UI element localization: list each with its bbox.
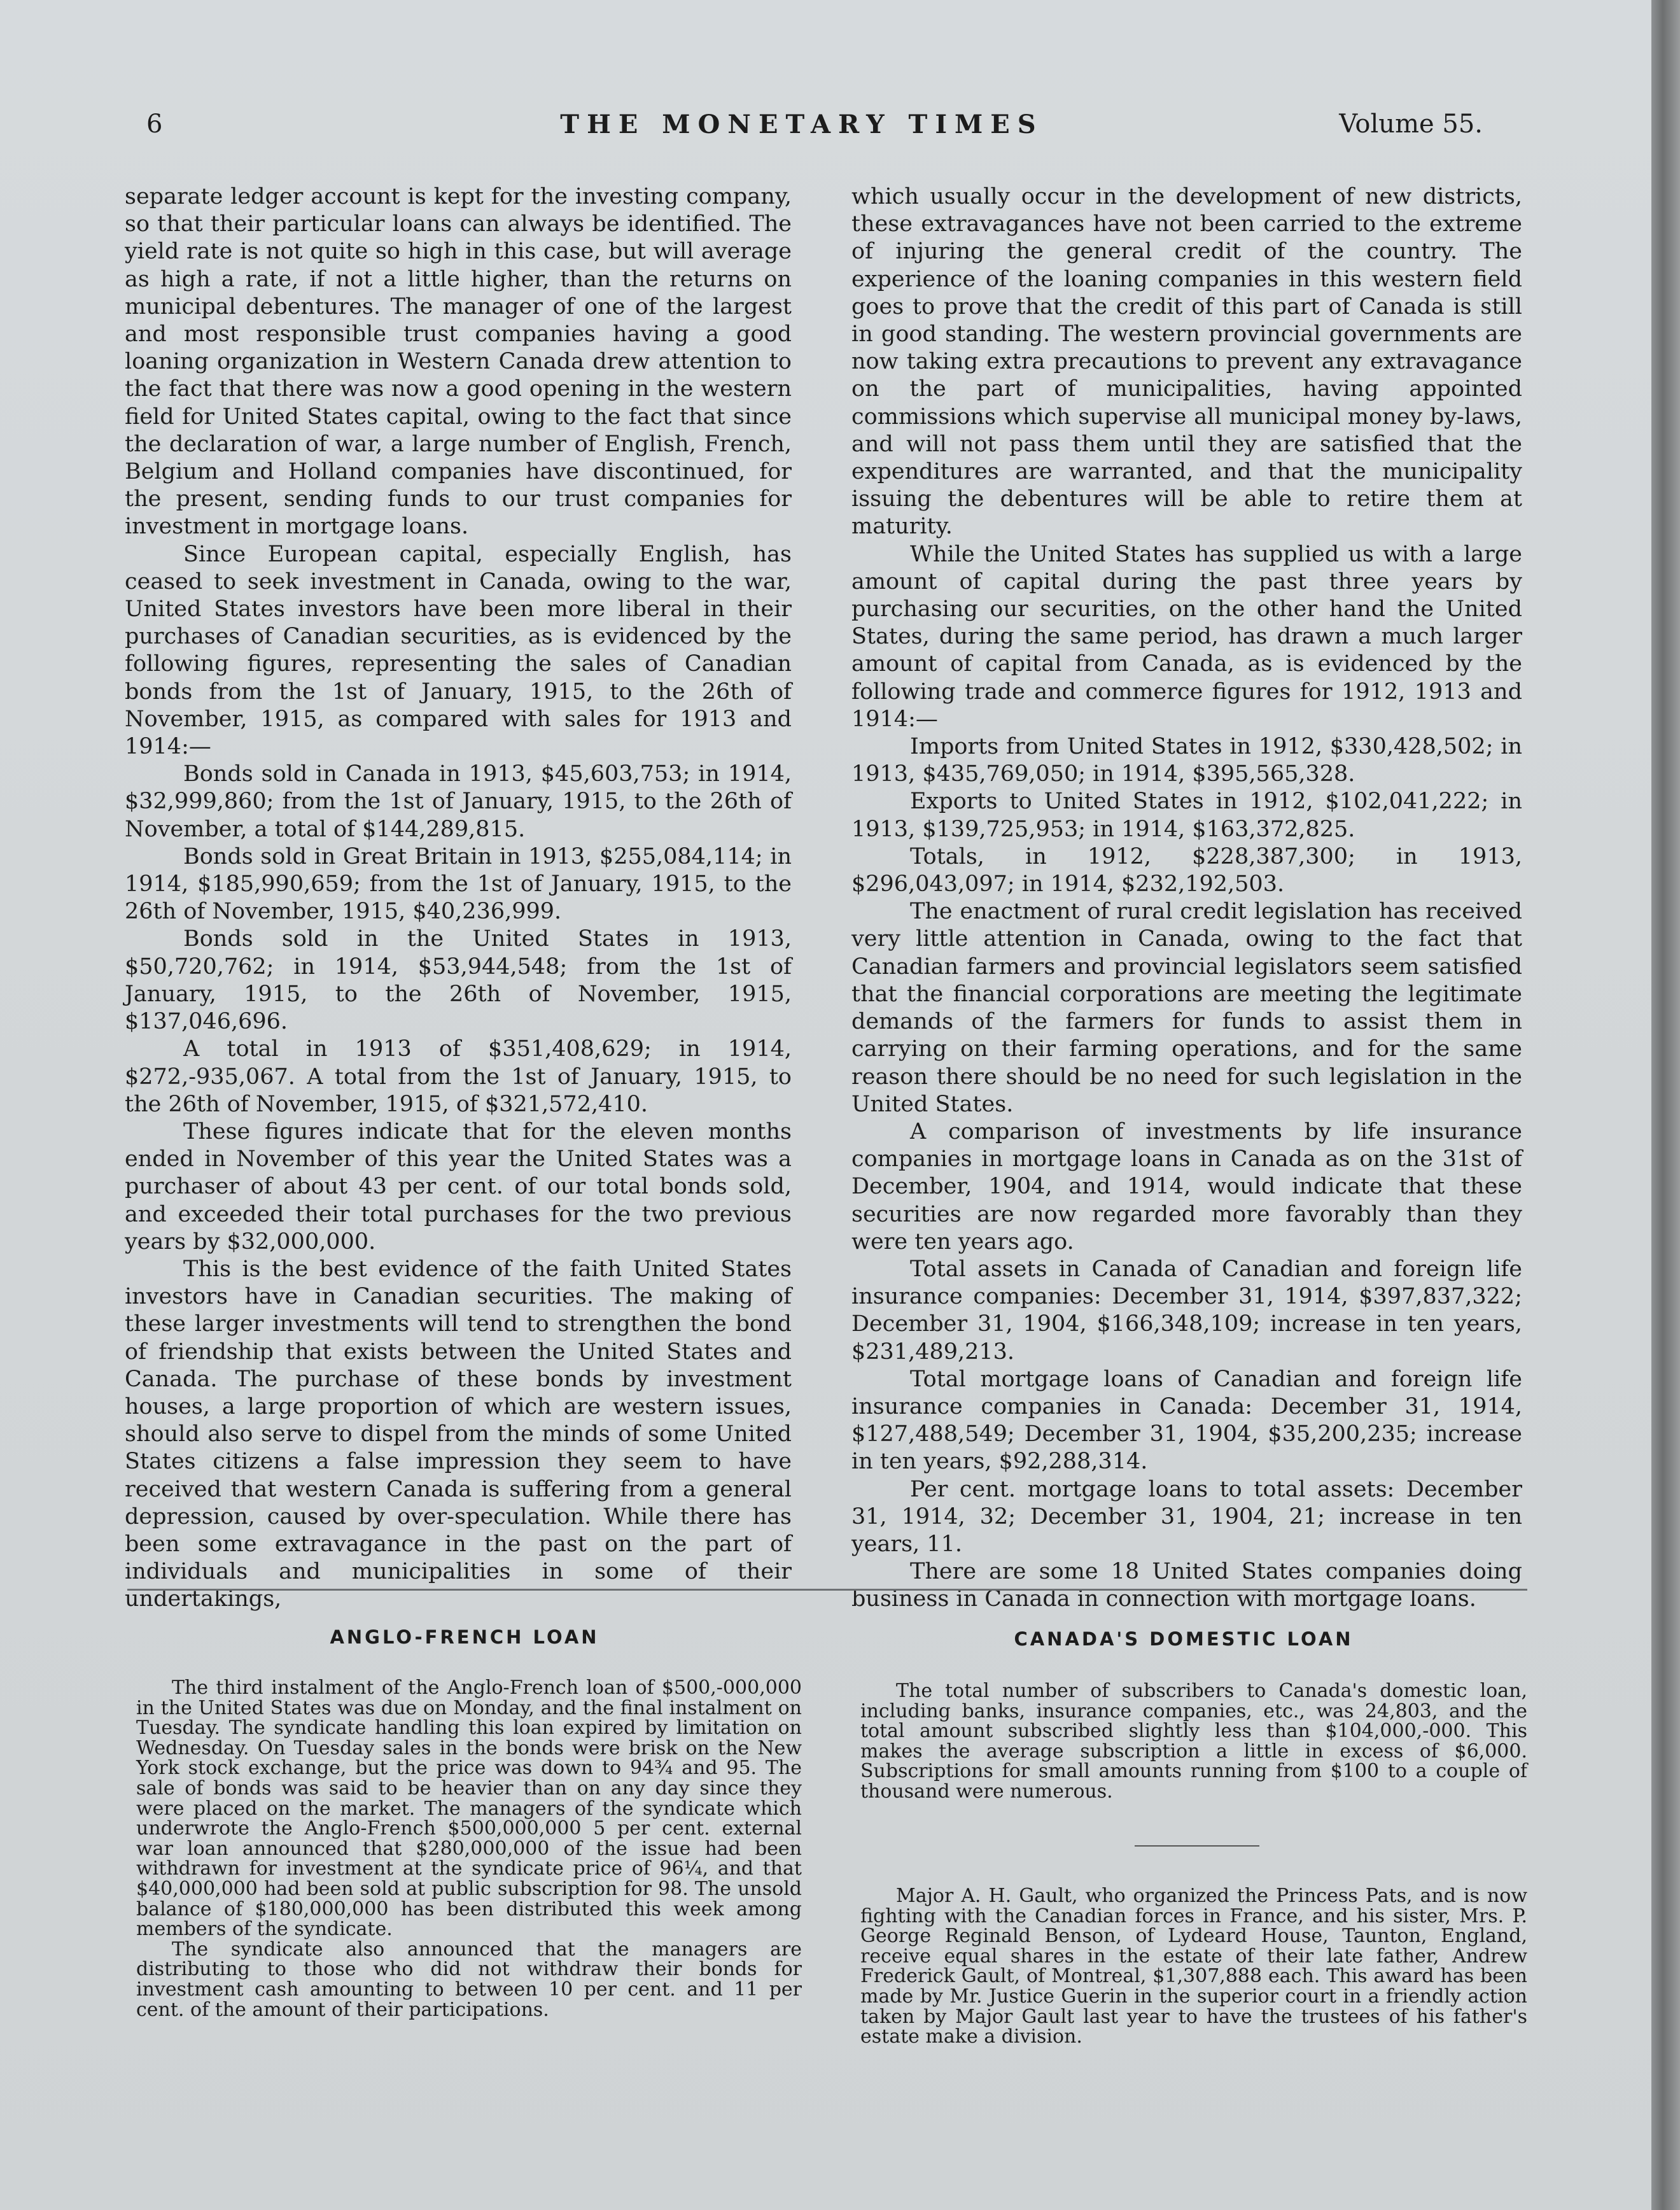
page-edge	[1651, 0, 1680, 2210]
short-divider	[1135, 1845, 1259, 1847]
paragraph: Total mortgage loans of Canadian and foreign life insurance companies in Canada: December 31, 1914, $127,488,549; December 31, 1904, $35,200,235; increase in ten years, $92,288,314.	[851, 1366, 1522, 1475]
volume-label: Volume 55.	[1339, 109, 1483, 139]
paragraph: The third instalment of the Anglo-French loan of $500,-000,000 in the United States was due on Monday, and the final instalment on Tuesday. The syndicate handling this loan expired by limitation on Wednesday. On Tuesday sales in the bonds were brisk on the New York stock exchange, but the price was down to 94¾ and 95. The sale of bonds was said to be heavier than on any day since they were placed on the market. The managers of the syndicate which underwrote the Anglo-French $500,000,000 5 per cent. external war loan announced that $280,000,000 of the issue had been withdrawn for investment at the syndicate price of 96¼, and that $40,000,000 had been sold at public subscription for 98. The unsold balance of $180,000,000 has been distributed this week among members of the syndicate.	[136, 1677, 802, 1941]
masthead: THE MONETARY TIMES	[560, 109, 1044, 139]
anglo-french-loan-heading: ANGLO-FRENCH LOAN	[330, 1626, 599, 1648]
section-divider	[127, 1589, 1527, 1591]
paragraph: Bonds sold in the United States in 1913, $50,720,762; in 1914, $53,944,548; from the 1st of January, 1915, to the 26th of November, 1915, $137,046,696.	[125, 926, 792, 1035]
paragraph: Bonds sold in Canada in 1913, $45,603,753; in 1914, $32,999,860; from the 1st of January, 1915, to the 26th of November, a total of $144,289,815.	[125, 761, 792, 842]
paragraph: separate ledger account is kept for the investing company, so that their particular loans can always be identified. The yield rate is not quite so high in this case, but will average as high a rate, if not a little higher, than the returns on municipal debentures. The manager of one of the largest and most responsible trust companies having a good loaning organization in Western Canada drew attention to the fact that there was now a good opening in the western field for United States capital, owing to the fact that since the declaration of war, a large number of English, French, Belgium and Holland companies have discontinued, for the present, sending funds to our trust companies for investment in mortgage loans.	[125, 184, 792, 540]
paragraph: A comparison of investments by life insurance companies in mortgage loans in Canada as on the 31st of December, 1904, and 1914, would indicate that these securities are now regarded more favorably than they were ten years ago.	[851, 1118, 1522, 1255]
anglo-french-loan-article	[136, 1678, 802, 2020]
paragraph: Since European capital, especially English, has ceased to seek investment in Canada, owing to the war, United States investors have been more liberal in their purchases of Canadian securities, as is evidenced by the following figures, representing the sales of Canadian bonds from the 1st of January, 1915, to the 26th of November, 1915, as compared with sales for 1913 and 1914:—	[125, 541, 792, 760]
paragraph: Exports to United States in 1912, $102,041,222; in 1913, $139,725,953; in 1914, $163,372,825.	[851, 789, 1522, 842]
page-header	[146, 109, 1483, 148]
article-left-column	[125, 183, 792, 1614]
paragraph: Total assets in Canada of Canadian and foreign life insurance companies: December 31, 1914, $397,837,322; December 31, 1904, $166,348,109; increase in ten years, $231,489,213.	[851, 1256, 1522, 1365]
gault-estate-article	[860, 1886, 1527, 2047]
paragraph: Major A. H. Gault, who organized the Princess Pats, and is now fighting with the Canadian forces in France, and his sister, Mrs. P. George Reginald Benson, of Lydeard House, Taunton, England, receive equal shares in the estate of their late father, Andrew Frederick Gault, of Montreal, $1,307,888 each. This award has been made by Mr. Justice Guerin in the superior court in a friendly action taken by Major Gault last year to have the trustees of his father's estate make a division.	[860, 1885, 1527, 2048]
paragraph: Per cent. mortgage loans to total assets: December 31, 1914, 32; December 31, 1904, 21; increase in ten years, 11.	[851, 1476, 1522, 1557]
domestic-loan-heading: CANADA'S DOMESTIC LOAN	[1014, 1628, 1354, 1650]
article-right-column	[851, 183, 1522, 1614]
paragraph: While the United States has supplied us with a large amount of capital during the past three years by purchasing our securities, on the other hand the United States, during the same period, has drawn a much larger amount of capital from Canada, as is evidenced by the following trade and commerce figures for 1912, 1913 and 1914:—	[851, 541, 1522, 732]
paragraph: The enactment of rural credit legislation has received very little attention in Canada, owing to the fact that Canadian farmers and provincial legislators seem satisfied that the financial corporations are meeting the legitimate demands of the farmers for funds to assist them in carrying on their farming operations, and for the same reason there should be no need for such legislation in the United States.	[851, 899, 1522, 1117]
domestic-loan-article	[860, 1681, 1527, 1802]
paragraph: There are some 18 United States companies doing business in Canada in connection with mortgage loans.	[851, 1559, 1522, 1612]
paragraph: These figures indicate that for the eleven months ended in November of this year the United States was a purchaser of about 43 per cent. of our total bonds sold, and exceeded their total purchases for the two previous years by $32,000,000.	[125, 1118, 792, 1255]
paragraph: The syndicate also announced that the managers are distributing to those who did not withdraw their bonds for investment cash amounting to between 10 per cent. and 11 per cent. of the amount of their participations.	[136, 1938, 802, 2021]
paragraph: which usually occur in the development of new districts, these extravagances have not been carried to the extreme of injuring the general credit of the country. The experience of the loaning companies in this western field goes to prove that the credit of this part of Canada is still in good standing. The western provincial governments are now taking extra precautions to prevent any extravagance on the part of municipalities, having appointed commissions which supervise all municipal money by-laws, and will not pass them until they are satisfied that the expenditures are warranted, and that the municipality issuing the debentures will be able to retire them at maturity.	[851, 184, 1522, 540]
paragraph: Bonds sold in Great Britain in 1913, $255,084,114; in 1914, $185,990,659; from the 1st of January, 1915, to the 26th of November, 1915, $40,236,999.	[125, 843, 792, 925]
paragraph: The total number of subscribers to Canada's domestic loan, including banks, insurance companies, etc., was 24,803, and the total amount subscribed slightly less than $104,000,-000. This makes the average subscription a little in excess of $6,000. Subscriptions for small amounts running from $100 to a couple of thousand were numerous.	[860, 1680, 1527, 1803]
paragraph: A total in 1913 of $351,408,629; in 1914, $272,-935,067. A total from the 1st of January, 1915, to the 26th of November, 1915, of $321,572,410.	[125, 1036, 792, 1117]
page-number: 6	[146, 109, 164, 139]
paragraph: This is the best evidence of the faith United States investors have in Canadian securities. The making of these larger investments will tend to strengthen the bond of friendship that exists between the United States and Canada. The purchase of these bonds by investment houses, a large proportion of which are western issues, should also serve to dispel from the minds of some United States citizens a false impression they seem to have received that western Canada is suffering from a general depression, caused by over-speculation. While there has been some extravagance in the past on the part of individuals and municipalities in some of their undertakings,	[125, 1256, 792, 1612]
paragraph: Totals, in 1912, $228,387,300; in 1913, $296,043,097; in 1914, $232,192,503.	[851, 843, 1522, 897]
paragraph: Imports from United States in 1912, $330,428,502; in 1913, $435,769,050; in 1914, $395,565,328.	[851, 734, 1522, 787]
